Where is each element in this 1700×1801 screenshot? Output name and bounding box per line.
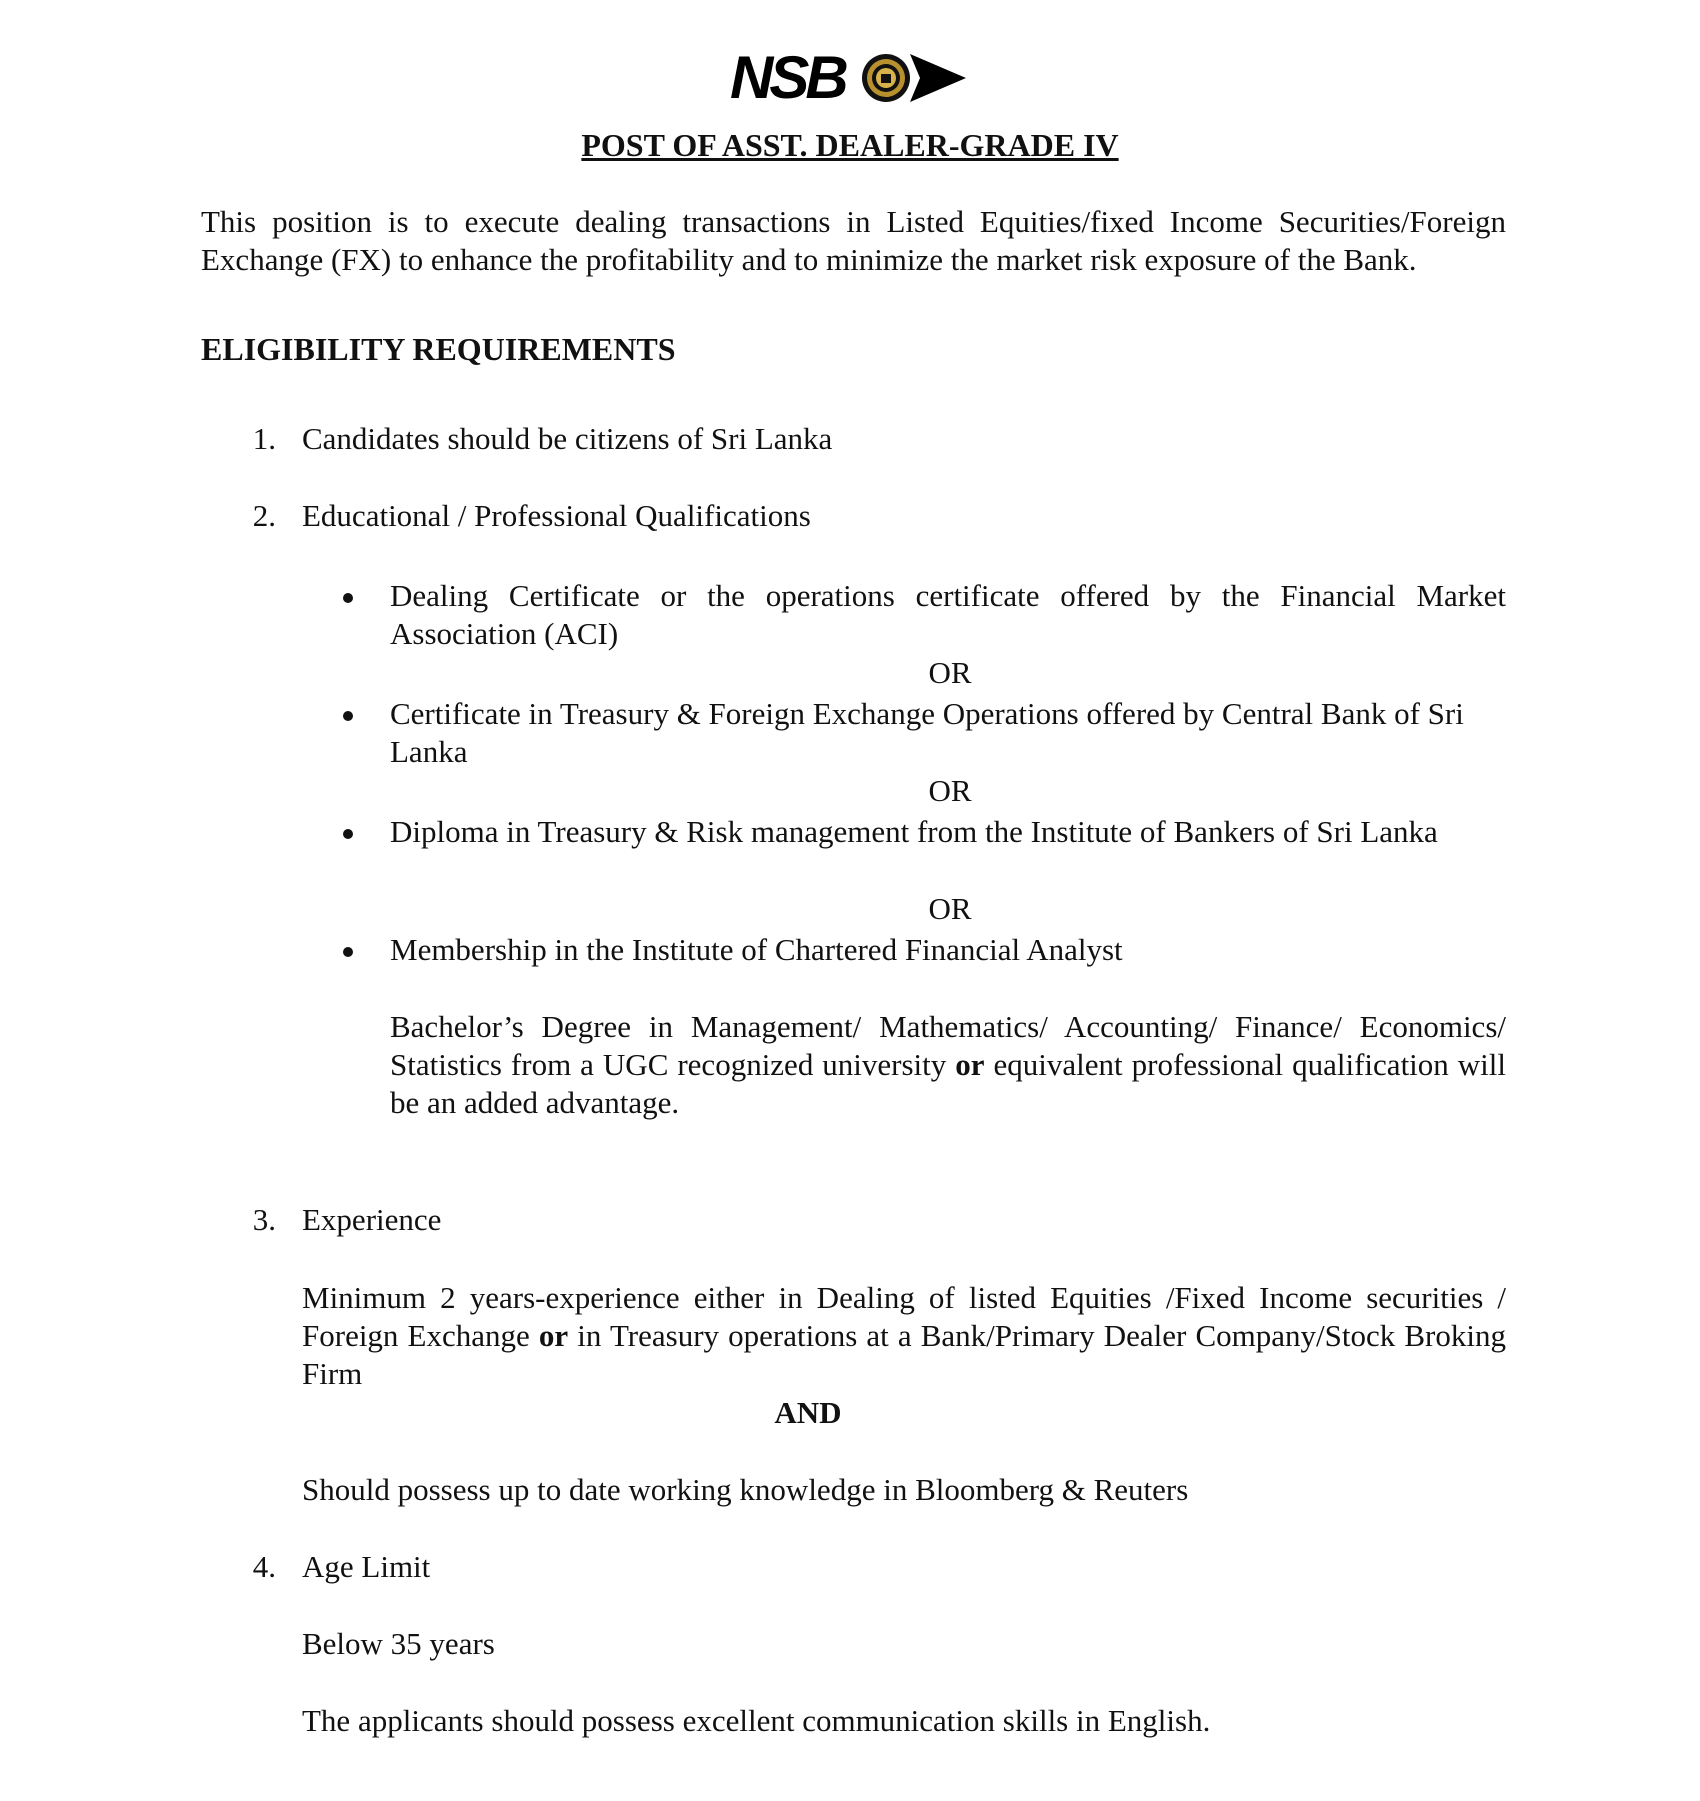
and-separator: AND xyxy=(774,1395,842,1430)
qualification-item: Diploma in Treasury & Risk management from the Institute of Bankers of Sri Lanka xyxy=(390,814,1438,849)
item-number: 4. xyxy=(252,1549,276,1584)
intro-paragraph: This position is to execute dealing transactions in Listed Equities/fixed Income Securities/Foreign Exchange (FX) to enhance the profitability and to minimize the market risk exposure of the Bank. xyxy=(201,204,1506,277)
eligibility-heading: ELIGIBILITY REQUIREMENTS xyxy=(201,331,676,367)
degree-paragraph xyxy=(390,1008,1506,1122)
degree-or: or xyxy=(955,1047,985,1082)
experience-paragraph xyxy=(302,1279,1506,1393)
knowledge-text: Should possess up to date working knowledge in Bloomberg & Reuters xyxy=(302,1472,1189,1507)
degree-text: Bachelor’s Degree in Management/ Mathematics/ Accounting/ Finance/ Economics/ Statistics from a UGC recognized university xyxy=(390,1009,1506,1082)
bullet-icon xyxy=(343,829,353,839)
item-number: 3. xyxy=(252,1202,276,1237)
bullet-icon xyxy=(343,593,353,603)
logo-emblem-icon xyxy=(858,48,968,108)
item-label-experience: Experience xyxy=(302,1202,442,1237)
or-separator: OR xyxy=(928,655,972,690)
item-label-age-limit: Age Limit xyxy=(302,1549,431,1584)
qualification-item: Dealing Certificate or the operations certificate offered by the Financial Market Association (ACI) xyxy=(390,578,1506,651)
item-label-citizenship: Candidates should be citizens of Sri Lanka xyxy=(302,421,833,456)
item-label-qualifications: Educational / Professional Qualifications xyxy=(302,498,811,533)
qualification-item: Certificate in Treasury & Foreign Exchange Operations offered by Central Bank of Sri Lanka xyxy=(390,696,1464,769)
experience-or: or xyxy=(538,1318,569,1353)
communication-text: The applicants should possess excellent communication skills in English. xyxy=(302,1703,1211,1738)
or-separator: OR xyxy=(928,773,972,808)
item-number: 2. xyxy=(252,498,276,533)
experience-text: Minimum 2 years-experience either in Dealing of listed Equities /Fixed Income securities / Foreign Exchange xyxy=(302,1280,1506,1353)
age-text: Below 35 years xyxy=(302,1626,495,1661)
qualification-item: Membership in the Institute of Chartered Financial Analyst xyxy=(390,932,1123,967)
bullet-icon xyxy=(343,947,353,957)
or-separator: OR xyxy=(928,891,972,926)
item-number: 1. xyxy=(252,421,276,456)
degree-text-end: equivalent professional qualification will be an added advantage. xyxy=(390,1047,1506,1120)
page-title: POST OF ASST. DEALER-GRADE IV xyxy=(581,127,1119,163)
nsb-logo xyxy=(730,46,970,110)
bullet-icon xyxy=(343,711,353,721)
experience-text-end: in Treasury operations at a Bank/Primary Dealer Company/Stock Broking Firm xyxy=(302,1318,1506,1391)
logo-text: NSB xyxy=(730,44,845,111)
